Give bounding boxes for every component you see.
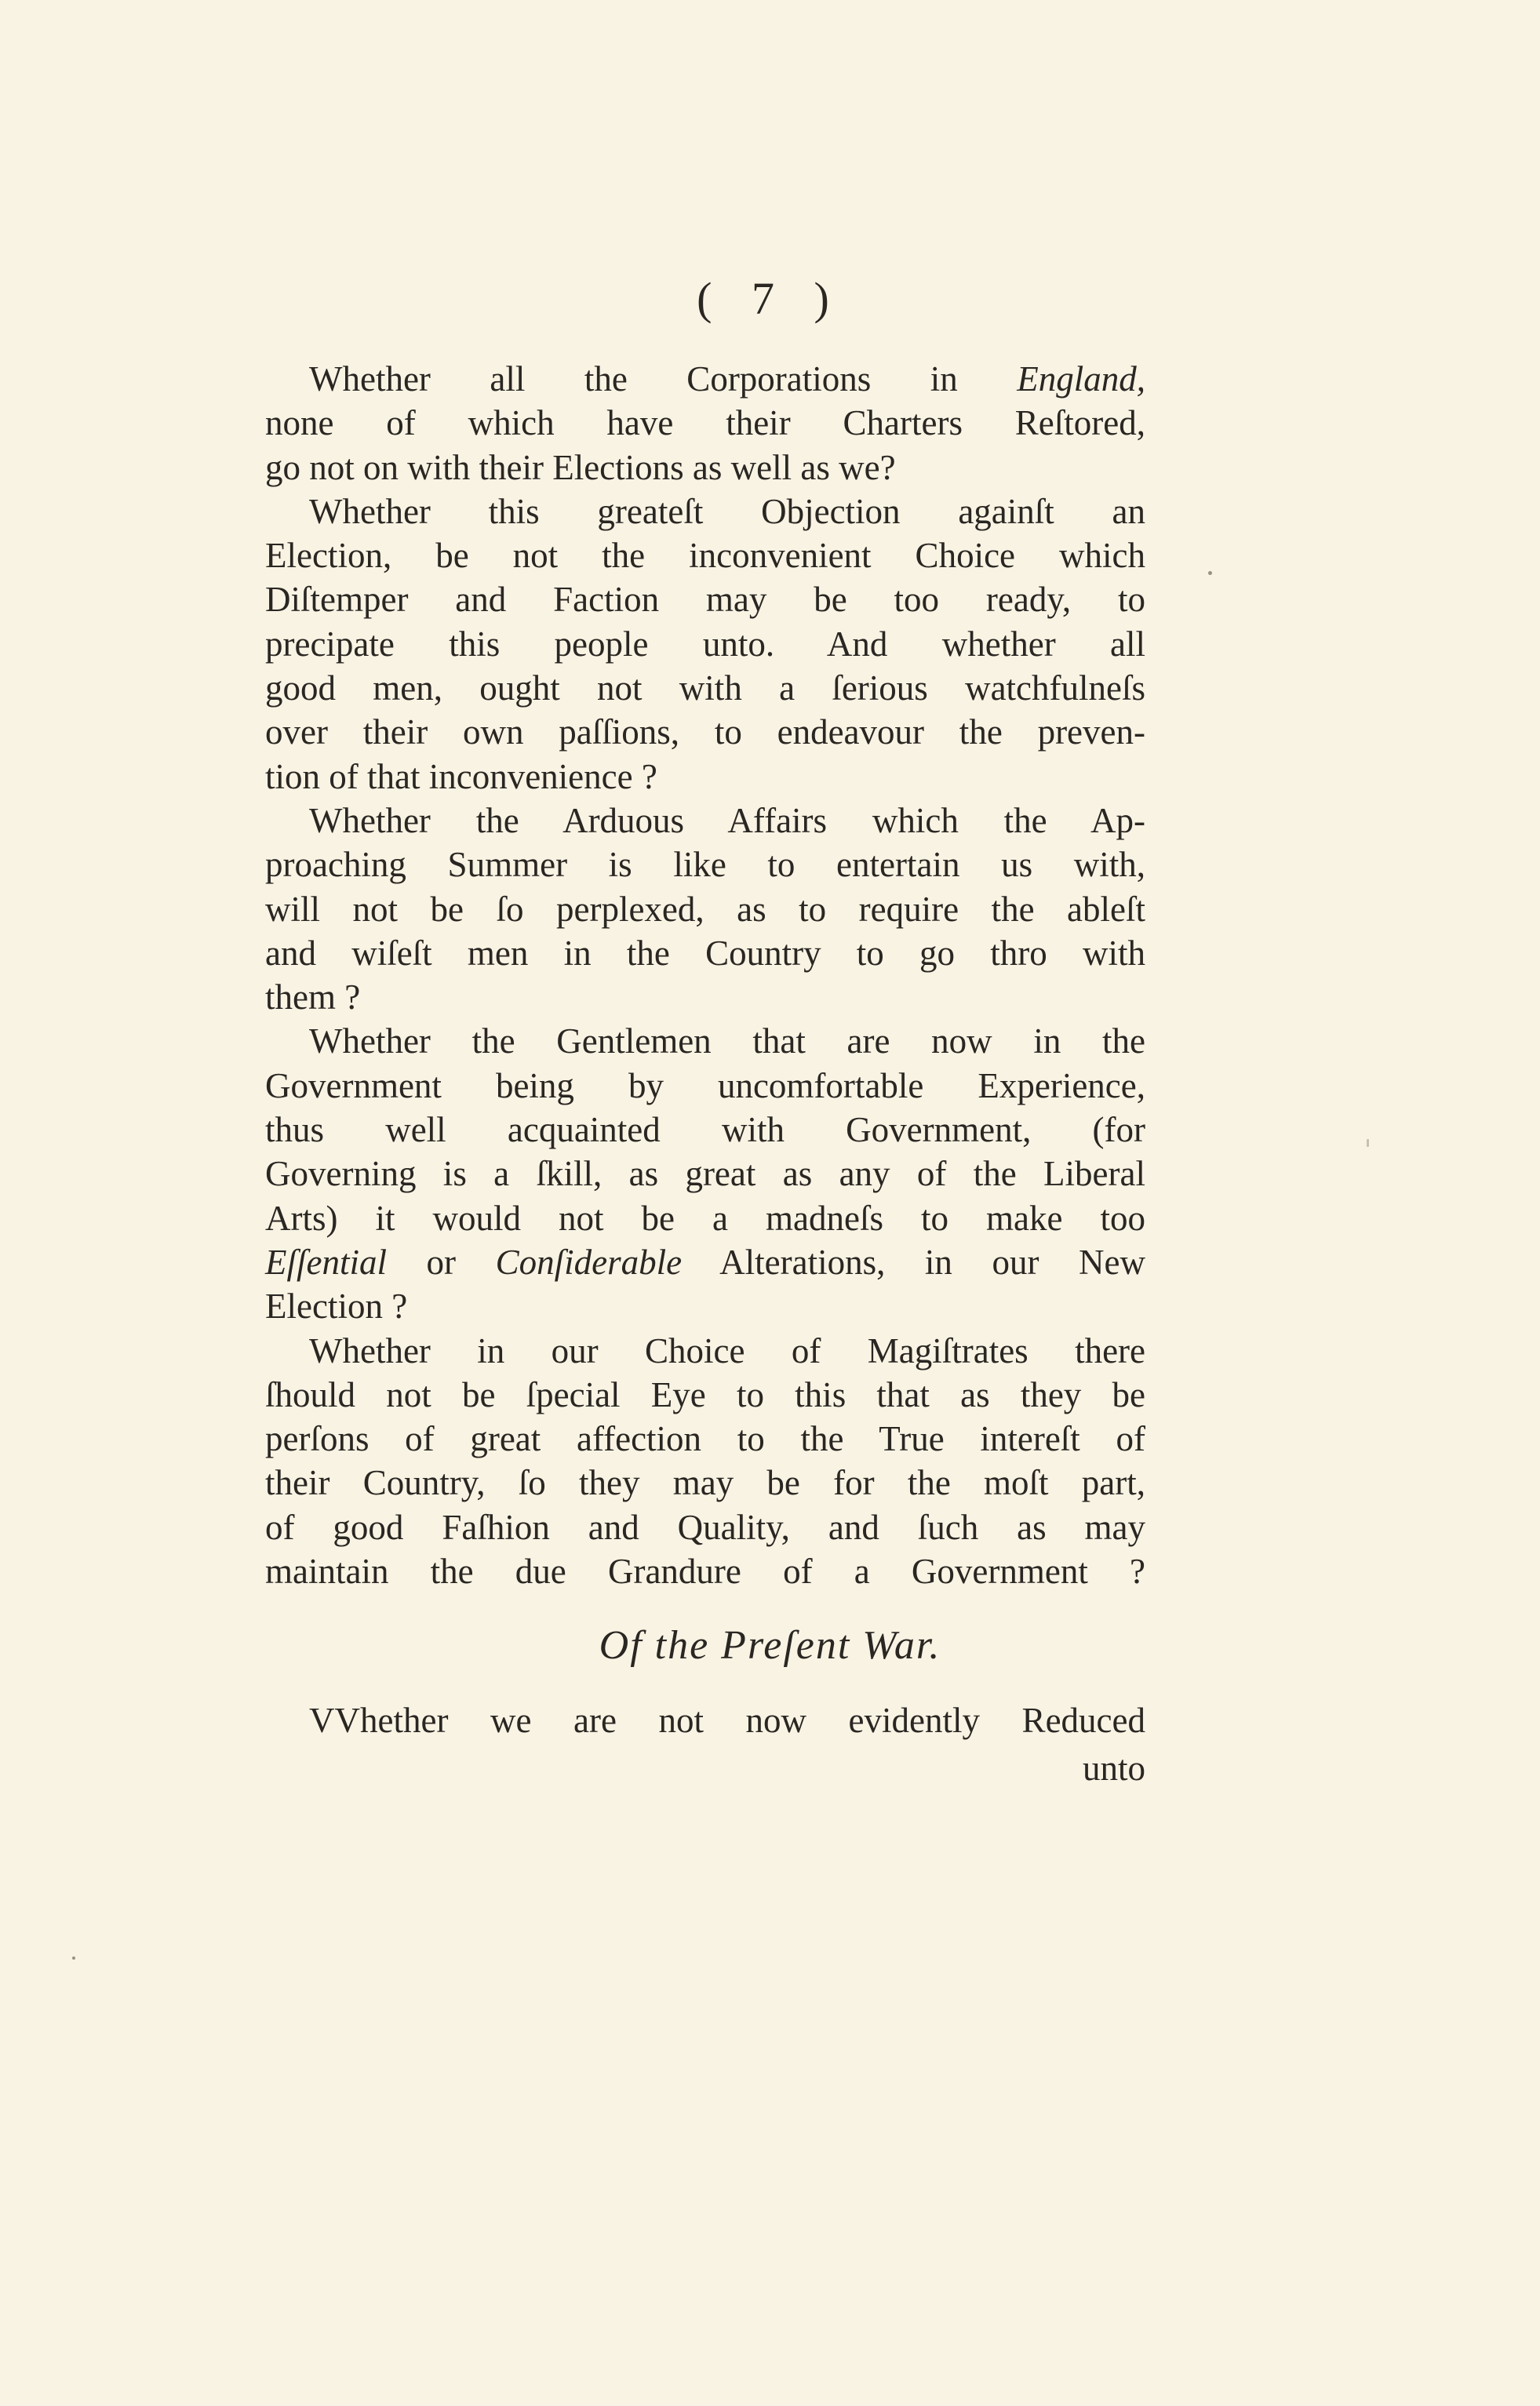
italic-text: Eſſential [265, 1242, 387, 1282]
paper-speck [72, 1956, 75, 1960]
text-line [265, 1108, 1145, 1152]
final-paragraph [265, 1698, 1145, 1742]
text-run: thus well acquainted with Government, (for [265, 1110, 1145, 1150]
paragraph [265, 490, 1145, 799]
text-line [265, 1549, 1145, 1593]
text-line [265, 887, 1145, 931]
paragraph [265, 1329, 1145, 1594]
text-line [265, 1240, 1145, 1284]
text-run: ſhould not be ſpecial Eye to this that as they be [265, 1374, 1145, 1414]
text-run: over their own paſſions, to endeavour the preven- [265, 712, 1145, 752]
text-line [265, 710, 1145, 754]
text-run: Arts) it would not be a madneſs to make too [265, 1198, 1145, 1238]
paragraph [265, 1019, 1145, 1328]
text-run: or [386, 1242, 496, 1282]
text-run: Whether in our Choice of Magiſtrates there [309, 1330, 1145, 1370]
body-text [265, 357, 1145, 1593]
italic-text: Conſiderable [495, 1242, 683, 1282]
text-run: their Country, ſo they may be for the moſt part, [265, 1463, 1145, 1503]
text-run: will not be ſo perplexed, as to require the ableſt [265, 889, 1145, 929]
text-line [265, 755, 1145, 799]
text-run: of good Faſhion and Quality, and ſuch as may [265, 1507, 1145, 1547]
text-run: none of which have their Charters Reſtored, [265, 403, 1145, 443]
text-run: Whether the Arduous Affairs which the Ap- [309, 800, 1145, 840]
text-line [265, 446, 1145, 490]
text-run: tion of that inconvenience ? [265, 756, 657, 796]
text-run: maintain the due Grandure of a Government ? [265, 1552, 1145, 1592]
catchword: unto [1082, 1749, 1145, 1788]
text-run: them ? [265, 977, 361, 1017]
text-line [265, 1329, 1145, 1373]
paragraph [265, 357, 1145, 490]
text-line [265, 799, 1145, 843]
text-line [265, 1373, 1145, 1417]
text-line [265, 1019, 1145, 1063]
text-run: Diſtemper and Faction may be too ready, to [265, 580, 1145, 620]
paper-speck [1208, 571, 1212, 575]
text-run: Governing is a ſkill, as great as any of the Liberal [265, 1154, 1145, 1194]
paragraph [265, 799, 1145, 1019]
text-run: Whether the Gentlemen that are now in the [309, 1021, 1145, 1061]
text-line [265, 1284, 1145, 1328]
text-line [265, 666, 1145, 710]
text-line [265, 357, 1145, 401]
page-number: ( 7 ) [697, 273, 843, 324]
text-run: Election ? [265, 1287, 408, 1327]
text-run: perſons of great affection to the True intereſt of [265, 1419, 1145, 1459]
text-line [265, 1461, 1145, 1505]
final-line: VVhether we are not now evidently Reduced [309, 1701, 1145, 1740]
text-run: Election, be not the inconvenient Choice which [265, 536, 1145, 576]
text-line [265, 1505, 1145, 1549]
text-run: Whether all the Corporations in [309, 359, 1018, 399]
text-line [265, 1064, 1145, 1108]
text-line [265, 1417, 1145, 1461]
text-run: Whether this greateſt Objection againſt an [309, 491, 1145, 531]
text-line [265, 533, 1145, 577]
text-line [265, 622, 1145, 666]
section-heading: Of the Preſent War. [599, 1623, 941, 1668]
italic-text: England, [1017, 359, 1145, 399]
text-line [265, 401, 1145, 445]
text-run: go not on with their Elections as well as we? [265, 447, 896, 487]
text-line [265, 1152, 1145, 1196]
text-run: good men, ought not with a ſerious watchfulneſs [265, 668, 1145, 708]
paper-speck [1367, 1139, 1369, 1147]
text-line [265, 975, 1145, 1019]
text-line [265, 490, 1145, 533]
text-line [265, 1196, 1145, 1240]
text-run: and wiſeſt men in the Country to go thro with [265, 933, 1145, 973]
text-run: precipate this people unto. And whether all [265, 624, 1145, 664]
text-run: proaching Summer is like to entertain us with, [265, 845, 1145, 885]
text-line [265, 577, 1145, 621]
text-run: Alterations, in our New [682, 1242, 1145, 1282]
text-line [265, 931, 1145, 975]
text-line [265, 843, 1145, 886]
text-run: Government being by uncomfortable Experience, [265, 1065, 1145, 1105]
